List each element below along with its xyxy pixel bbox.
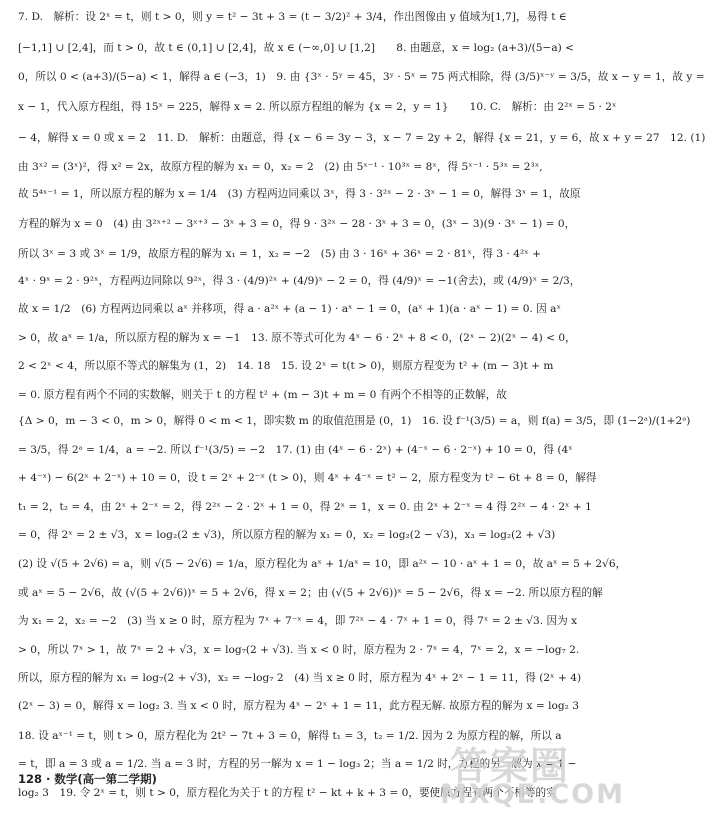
text-line: = 0，得 2ˣ = 2 ± √3，x = log₂(2 ± √3)，所以原方程的解为 x₁ = 0，x₂ = log₂(2 − √3)，x₃ = log₂(2 + √3) [18, 529, 556, 541]
text-line: + 4⁻ˣ) − 6(2ˣ + 2⁻ˣ) + 10 = 0，设 t = 2ˣ + 2⁻ˣ (t > 0)，则 4ˣ + 4⁻ˣ = t² − 2，原方程变为 t² − 6t + 8 = 0，解得 [18, 472, 597, 484]
text-line: − 4，解得 x = 0 或 x = 2 11. D. 解析：由题意，得 {x − 6 = 3y − 3，x − 7 = 2y + 2，解得 {x = 21，y = 6，故 x + y = 27 12. (1) [18, 132, 705, 144]
text-line: 所以 3ˣ = 3 或 3ˣ = 1/9，故原方程的解为 x₁ = 1，x₂ = −2 (5) 由 3 · 16ˣ + 36ˣ = 2 · 81ˣ，得 3 · 4²ˣ + [18, 248, 541, 260]
text-line: 方程的解为 x = 0 (4) 由 3²ˣ⁺² − 3ˣ⁺³ − 3ˣ + 3 = 0，得 9 · 3²ˣ − 28 · 3ˣ + 3 = 0，(3ˣ − 3)(9 · 3ˣ − 1) = 0， [18, 218, 576, 230]
text-line: 故 x = 1/2 (6) 方程两边同乘以 aˣ 并移项，得 a · a²ˣ + (a − 1) · aˣ − 1 = 0，(aˣ + 1)(a · aˣ − 1) = 0. 因 aˣ [18, 303, 561, 315]
watermark [440, 735, 630, 817]
watermark-url: MXQE.COM [440, 779, 625, 810]
text-line: [−1,1] ∪ [2,4]，而 t > 0，故 t ∈ (0,1] ∪ [2,4]，故 x ∈ (−∞,0] ∪ [1,2] 8. 由题意，x = log₂ (a+3)/(5−a) < [18, 42, 575, 54]
text-line: 所以，原方程的解为 x₁ = log₇(2 + √3)，x₂ = −log₇ 2 (4) 当 x ≥ 0 时，原方程为 4ˣ + 2ˣ − 1 = 11，得 (2ˣ + 4) [18, 672, 582, 684]
text-line: x − 1，代入原方程组，得 15ˣ = 225，解得 x = 2. 所以原方程组的解为 {x = 2，y = 1} 10. C. 解析：由 2²ˣ = 5 · 2ˣ [18, 101, 617, 113]
text-line: 7. D. 解析：设 2ˣ = t，则 t > 0，则 y = t² − 3t + 3 = (t − 3/2)² + 3/4，作出图像由 y 值域为[1,7]，易得 t ∈ [18, 11, 567, 23]
text-line: = 3/5，得 2ᵃ = 1/4，a = −2. 所以 f⁻¹(3/5) = −2 17. (1) 由 (4ˣ − 6 · 2ˣ) + (4⁻ˣ − 6 · 2⁻ˣ) + 10 = 0，得 (4ˣ [18, 444, 573, 456]
text-line: (2) 设 √(5 + 2√6) = a，则 √(5 − 2√6) = 1/a，原方程化为 aˣ + 1/aˣ = 10，即 a²ˣ − 10 · aˣ + 1 = 0，故 aˣ = 5 + 2√6， [18, 558, 627, 570]
text-line: 2 < 2ˣ < 4，所以原不等式的解集为 (1，2) 14. 18 15. 设 2ˣ = t(t > 0)，则原方程变为 t² + (m − 3)t + m [18, 360, 554, 372]
page-footer: 128 · 数学(高一第二学期) [18, 772, 157, 786]
text-line: (2ˣ − 3) = 0，解得 x = log₂ 3. 当 x < 0 时，原方程为 4ˣ − 2ˣ + 1 = 11，此方程无解. 故原方程的解为 x = log₂ 3 [18, 700, 579, 712]
text-line: {Δ > 0，m − 3 < 0，m > 0，解得 0 < m < 1，即实数 m 的取值范围是 (0，1) 16. 设 f⁻¹(3/5) = a，则 f(a) = 3/5，即 (1−2ᵃ)/(1+2ᵃ) [18, 415, 691, 427]
text-line: 由 3ˣ² = (3ˣ)²，得 x² = 2x，故原方程的解为 x₁ = 0，x₂ = 2 (2) 由 5ˣ⁻¹ · 10³ˣ = 8ˣ，得 5ˣ⁻¹ · 5³ˣ = 2³ˣ, [18, 161, 543, 173]
text-line: log₂ 3 19. 令 2ˣ = t，则 t > 0，原方程化为关于 t 的方程 t² − kt + k + 3 = 0，要使原方程有两个不相等的实 [18, 787, 557, 799]
text-line: 0，所以 0 < (a+3)/(5−a) < 1，解得 a ∈ (−3，1) 9. 由 {3ˣ · 5ʸ = 45，3ʸ · 5ˣ = 75 两式相除，得 (3/5)ˣ⁻ʸ = 3/5，故 x − y = 1，故 y = [18, 71, 705, 83]
text-line: = t，即 a = 3 或 a = 1/2. 当 a = 3 时，方程的另一解为 x = 1 − log₃ 2；当 a = 1/2 时，方程的另一解为 x = 1 − [18, 758, 577, 770]
text-line: t₁ = 2，t₂ = 4，由 2ˣ + 2⁻ˣ = 2，得 2²ˣ − 2 · 2ˣ + 1 = 0，得 2ˣ = 1，x = 0. 由 2ˣ + 2⁻ˣ = 4 得 2²ˣ − 4 · 2ˣ + 1 [18, 501, 592, 513]
text-line: 4ˣ · 9ˣ = 2 · 9²ˣ，方程两边同除以 9²ˣ，得 3 · (4/9)²ˣ + (4/9)ˣ − 2 = 0，得 (4/9)ˣ = −1(舍去)，或 (4/9)ˣ = 2/3， [18, 275, 581, 287]
watermark-logo: 答案圈 [450, 744, 571, 788]
text-line: 或 aˣ = 5 − 2√6，故 (√(5 + 2√6))ˣ = 5 + 2√6，得 x = 2；由 (√(5 + 2√6))ˣ = 5 − 2√6，得 x = −2. 所以原方程的解 [18, 587, 603, 599]
text-line: 18. 设 aˣ⁻¹ = t，则 t > 0，原方程化为 2t² − 7t + 3 = 0，解得 t₁ = 3，t₂ = 1/2. 因为 2 为原方程的解，所以 a [18, 730, 562, 742]
text-line: > 0，所以 7ˣ > 1，故 7ˣ = 2 + √3，x = log₇(2 + √3). 当 x < 0 时，原方程为 2 · 7ˣ = 4，7ˣ = 2，x = −log₇ 2. [18, 644, 580, 656]
text-line: = 0. 原方程有两个不同的实数解，则关于 t 的方程 t² + (m − 3)t + m = 0 有两个不相等的正数解，故 [18, 389, 507, 401]
text-line: 为 x₁ = 2，x₂ = −2 (3) 当 x ≥ 0 时，原方程为 7ˣ + 7⁻ˣ = 4，即 7²ˣ − 4 · 7ˣ + 1 = 0，得 7ˣ = 2 ± √3. 因为 x [18, 615, 578, 627]
text-line: 故 5⁴ˣ⁻¹ = 1，所以原方程的解为 x = 1/4 (3) 方程两边同乘以 3ˣ，得 3 · 3²ˣ − 2 · 3ˣ − 1 = 0，解得 3ˣ = 1，故原 [18, 188, 581, 200]
text-line: > 0，故 aˣ = 1/a，所以原方程的解为 x = −1 13. 原不等式可化为 4ˣ − 6 · 2ˣ + 8 < 0，(2ˣ − 2)(2ˣ − 4) < 0， [18, 332, 576, 344]
